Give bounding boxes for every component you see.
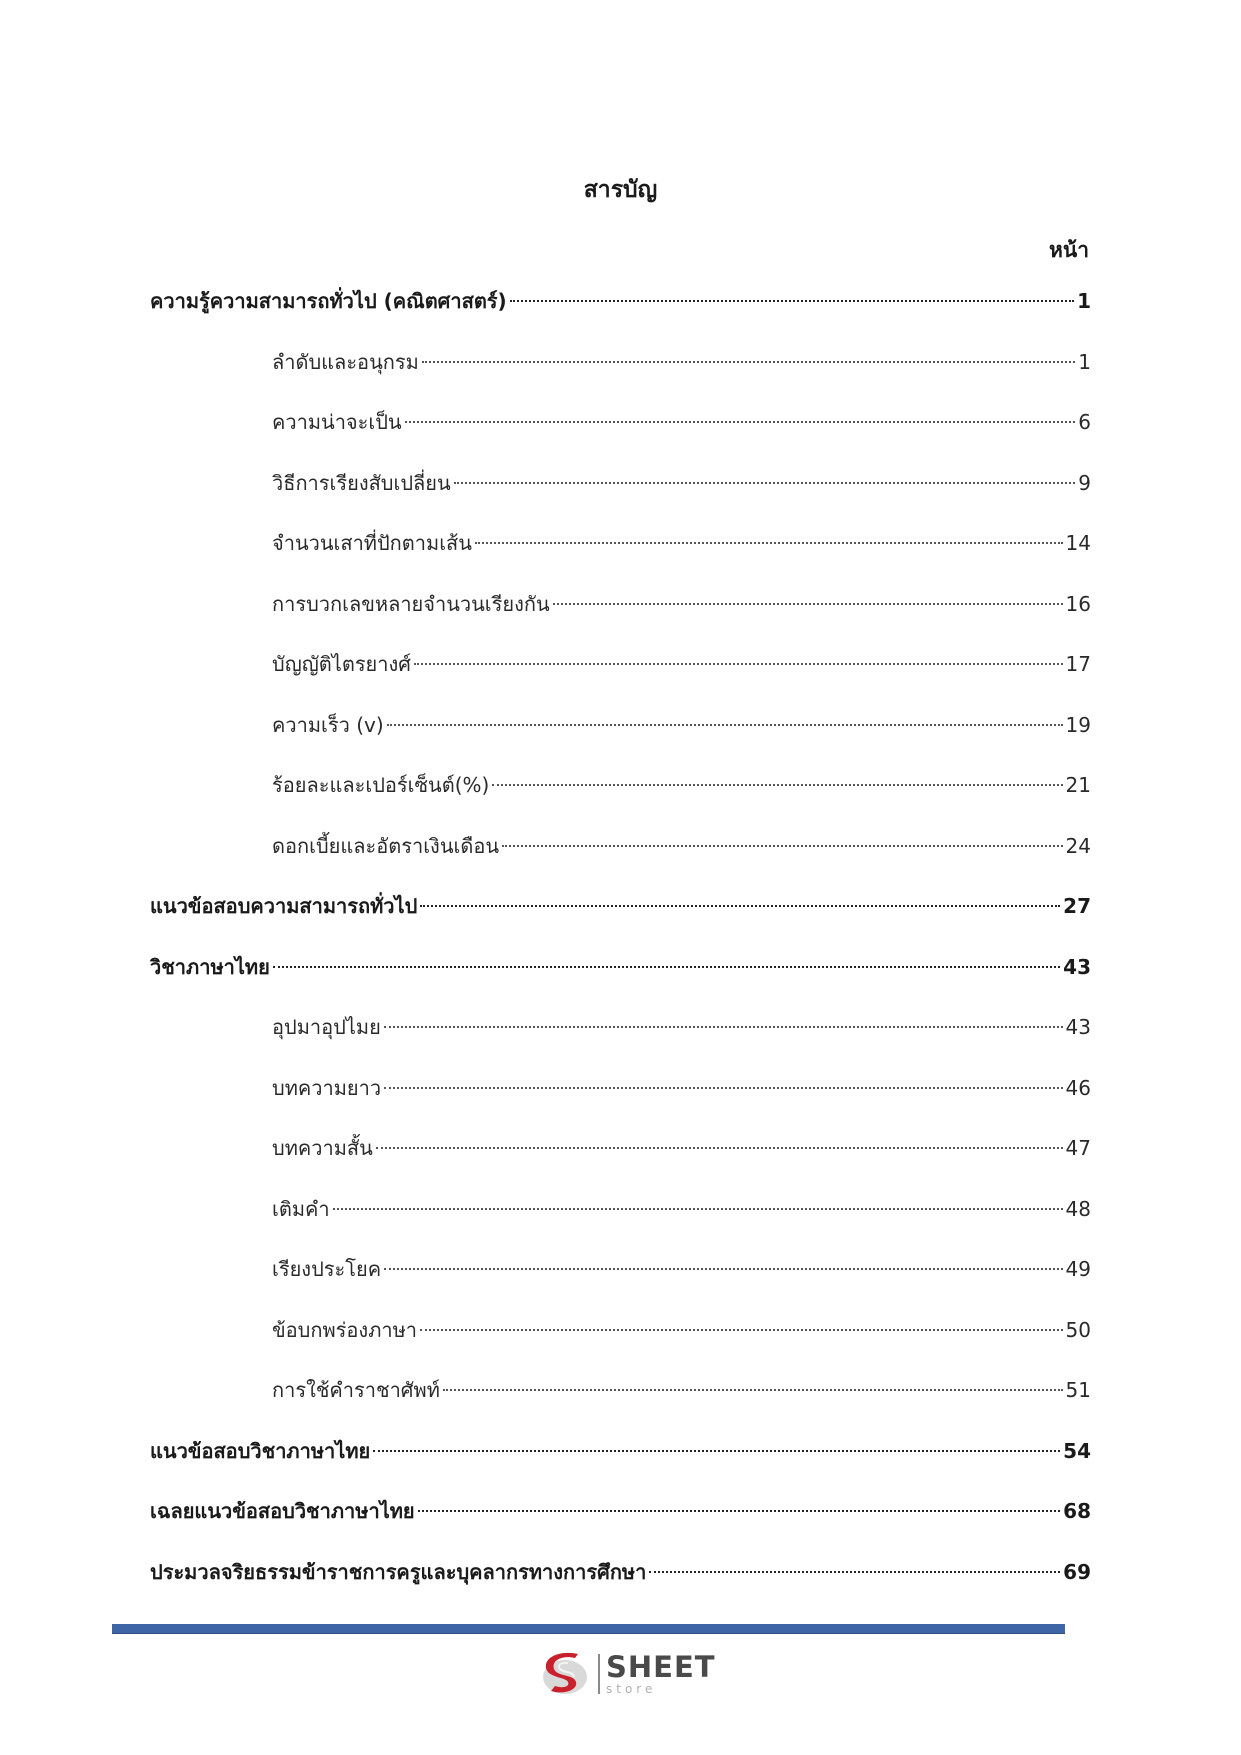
toc-dot-leader bbox=[454, 482, 1076, 484]
toc-dot-leader bbox=[376, 1147, 1063, 1149]
toc-section-entry[interactable] bbox=[150, 1433, 1091, 1494]
toc-dot-leader bbox=[387, 724, 1063, 726]
toc-entry-label: วิธีการเรียงสับเปลี่ยน bbox=[272, 470, 451, 495]
toc-entry-label: การใช้คำราชาศัพท์ bbox=[272, 1378, 440, 1402]
toc-subsection-entry[interactable] bbox=[150, 404, 1091, 465]
toc-section-entry[interactable] bbox=[150, 283, 1091, 344]
toc-entry-page-number: 9 bbox=[1078, 470, 1091, 495]
toc-entry-page-number: 1 bbox=[1077, 289, 1091, 313]
toc-entry-label: ข้อบกพร่องภาษา bbox=[272, 1317, 418, 1342]
toc-dot-leader bbox=[443, 1389, 1063, 1391]
logo-text bbox=[606, 1650, 716, 1696]
toc-subsection-entry[interactable] bbox=[150, 1130, 1091, 1191]
toc-dot-leader bbox=[384, 1087, 1062, 1089]
toc-entry-label: จำนวนเสาที่ปักตามเส้น bbox=[272, 531, 472, 555]
sheet-store-logo-icon bbox=[538, 1646, 594, 1702]
toc-dot-leader bbox=[420, 905, 1060, 907]
toc-subsection-entry[interactable] bbox=[150, 828, 1091, 889]
toc-entry-label: ความน่าจะเป็น bbox=[272, 410, 402, 434]
toc-entry-label: บทความยาว bbox=[272, 1075, 382, 1100]
toc-dot-leader bbox=[492, 784, 1062, 786]
toc-entry-page-number: 24 bbox=[1065, 833, 1091, 858]
logo-word: SHEET bbox=[606, 1650, 716, 1684]
toc-entry-page-number: 43 bbox=[1065, 1015, 1091, 1039]
toc-subsection-entry[interactable] bbox=[150, 1372, 1091, 1433]
sheet-store-logo bbox=[538, 1646, 718, 1702]
toc-entry-page-number: 51 bbox=[1065, 1378, 1091, 1402]
toc-section-entry[interactable] bbox=[150, 1493, 1091, 1554]
toc-dot-leader bbox=[384, 1268, 1062, 1270]
toc-subsection-entry[interactable] bbox=[150, 1009, 1091, 1070]
toc-dot-leader bbox=[418, 1510, 1061, 1512]
toc-section-entry[interactable] bbox=[150, 949, 1091, 1010]
toc-entry-page-number: 17 bbox=[1065, 652, 1091, 676]
toc-entry-page-number: 46 bbox=[1065, 1075, 1091, 1100]
toc-entry-label: วิชาภาษาไทย bbox=[150, 954, 270, 979]
logo-subtext: store bbox=[606, 1682, 657, 1696]
toc-entry-page-number: 54 bbox=[1063, 1438, 1091, 1463]
toc-entry-label: อุปมาอุปไมย bbox=[272, 1015, 381, 1039]
toc-entry-label: ดอกเบี้ยและอัตราเงินเดือน bbox=[272, 833, 500, 858]
toc-dot-leader bbox=[553, 603, 1063, 605]
toc-dot-leader bbox=[475, 542, 1063, 544]
toc-entry-label: บัญญัติไตรยางศ์ bbox=[272, 652, 411, 676]
toc-entry-page-number: 19 bbox=[1065, 712, 1091, 737]
toc-dot-leader bbox=[420, 1329, 1063, 1331]
toc-entry-label: เฉลยแนวข้อสอบวิชาภาษาไทย bbox=[150, 1499, 415, 1523]
toc-dot-leader bbox=[273, 966, 1060, 968]
toc-entry-page-number: 69 bbox=[1063, 1559, 1091, 1584]
toc-subsection-entry[interactable] bbox=[150, 344, 1091, 405]
toc-entry-page-number: 14 bbox=[1065, 531, 1091, 555]
toc-entry-page-number: 27 bbox=[1063, 894, 1091, 918]
toc-entry-label: ความเร็ว (v) bbox=[272, 712, 384, 737]
toc-entry-page-number: 68 bbox=[1063, 1499, 1091, 1523]
toc-entry-label: ความรู้ความสามารถทั่วไป (คณิตศาสตร์) bbox=[150, 289, 507, 313]
toc-entry-page-number: 43 bbox=[1063, 954, 1091, 979]
page-column-header: หน้า bbox=[1049, 238, 1089, 262]
toc-entry-label: บทความสั้น bbox=[272, 1136, 373, 1160]
toc-entry-label: แนวข้อสอบความสามารถทั่วไป bbox=[150, 894, 418, 918]
toc-entry-label: เติมคำ bbox=[272, 1196, 330, 1221]
toc-section-entry[interactable] bbox=[150, 1554, 1091, 1615]
toc-entry-label: ร้อยละและเปอร์เซ็นต์(%) bbox=[272, 773, 490, 797]
toc-subsection-entry[interactable] bbox=[150, 1251, 1091, 1312]
toc-entry-label: เรียงประโยค bbox=[272, 1257, 382, 1281]
toc-entry-page-number: 16 bbox=[1065, 591, 1091, 616]
logo-divider bbox=[598, 1654, 600, 1694]
toc-subsection-entry[interactable] bbox=[150, 767, 1091, 828]
toc-subsection-entry[interactable] bbox=[150, 707, 1091, 768]
toc-dot-leader bbox=[414, 663, 1063, 665]
toc-subsection-entry[interactable] bbox=[150, 1191, 1091, 1252]
toc-dot-leader bbox=[649, 1571, 1060, 1573]
toc-dot-leader bbox=[373, 1450, 1060, 1452]
toc-section-entry[interactable] bbox=[150, 888, 1091, 949]
toc-dot-leader bbox=[422, 361, 1075, 363]
footer-rule bbox=[112, 1624, 1065, 1634]
toc-entry-page-number: 47 bbox=[1065, 1136, 1091, 1160]
toc-dot-leader bbox=[510, 300, 1074, 302]
toc-entry-label: ประมวลจริยธรรมข้าราชการครูและบุคลากรทางการศึกษา bbox=[150, 1559, 647, 1584]
toc-entry-label: ลำดับและอนุกรม bbox=[272, 349, 419, 374]
toc-dot-leader bbox=[333, 1208, 1063, 1210]
toc-subsection-entry[interactable] bbox=[150, 525, 1091, 586]
toc-entry-page-number: 49 bbox=[1065, 1257, 1091, 1281]
toc-entry-page-number: 6 bbox=[1078, 410, 1091, 434]
toc-subsection-entry[interactable] bbox=[150, 646, 1091, 707]
toc-dot-leader bbox=[502, 845, 1063, 847]
toc-entry-page-number: 1 bbox=[1078, 349, 1091, 374]
toc-entry-page-number: 21 bbox=[1065, 773, 1091, 797]
toc-dot-leader bbox=[405, 421, 1076, 423]
table-of-contents bbox=[150, 283, 1091, 1614]
toc-entry-label: การบวกเลขหลายจำนวนเรียงกัน bbox=[272, 591, 550, 616]
toc-subsection-entry[interactable] bbox=[150, 1070, 1091, 1131]
toc-subsection-entry[interactable] bbox=[150, 465, 1091, 526]
toc-subsection-entry[interactable] bbox=[150, 1312, 1091, 1373]
toc-entry-label: แนวข้อสอบวิชาภาษาไทย bbox=[150, 1438, 371, 1463]
toc-entry-page-number: 50 bbox=[1065, 1317, 1091, 1342]
toc-dot-leader bbox=[384, 1026, 1063, 1028]
toc-subsection-entry[interactable] bbox=[150, 586, 1091, 647]
toc-title: สารบัญ bbox=[583, 177, 658, 203]
toc-entry-page-number: 48 bbox=[1065, 1196, 1091, 1221]
